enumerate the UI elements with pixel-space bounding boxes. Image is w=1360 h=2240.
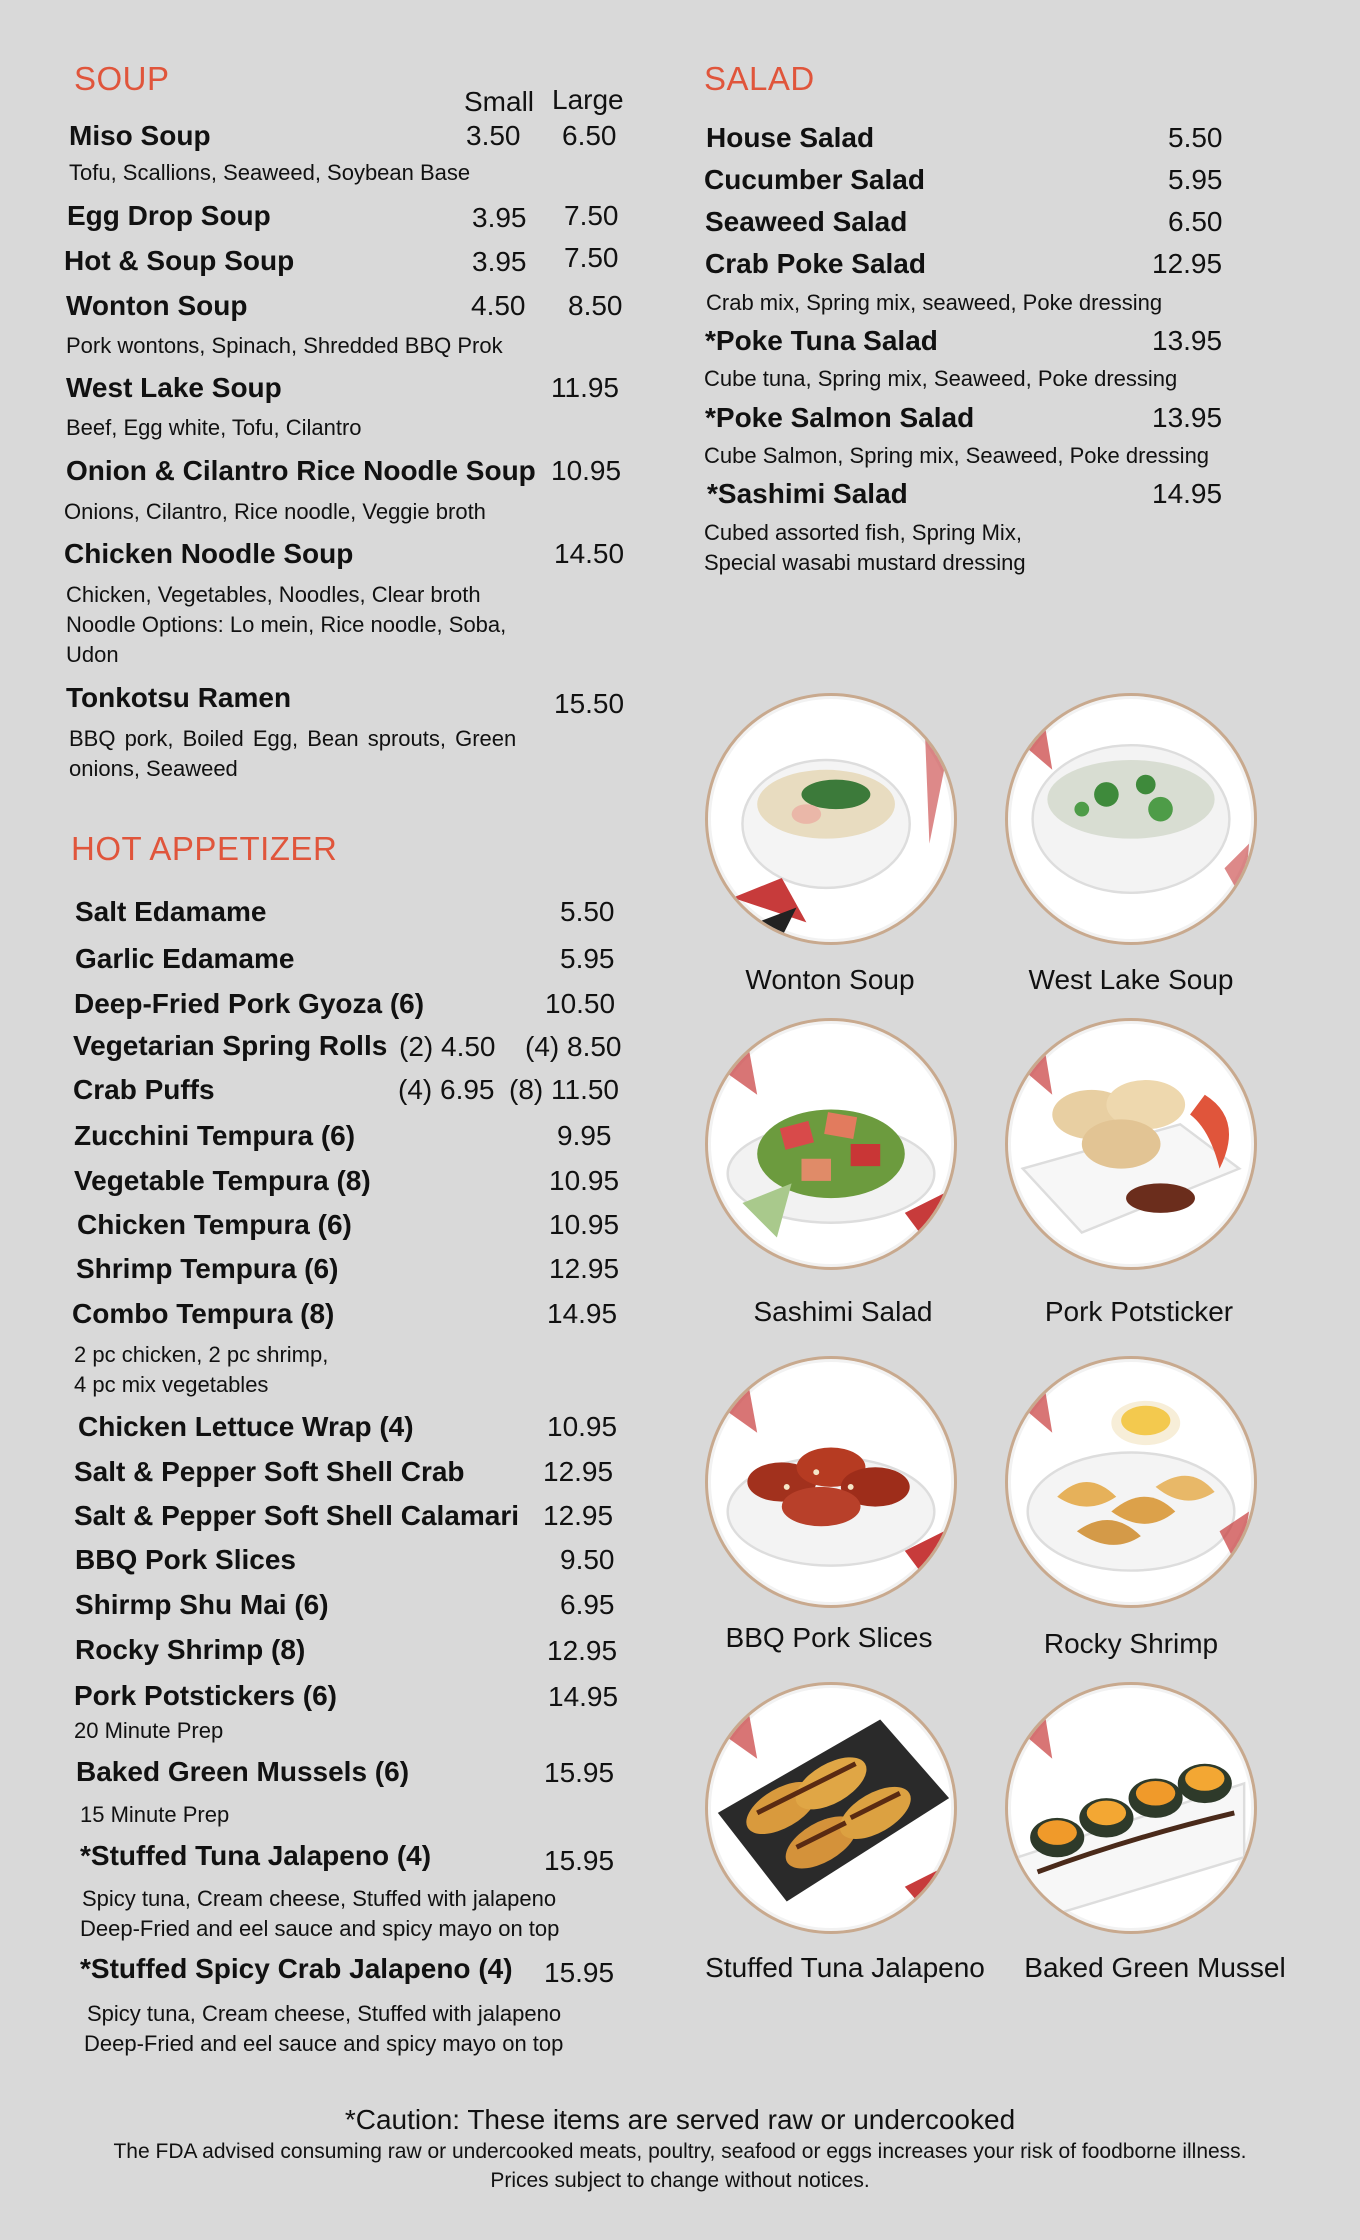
menu-item-name: Egg Drop Soup: [67, 200, 271, 231]
menu-item-price-small: 4.50: [471, 290, 526, 321]
menu-item-price: 12.95: [1152, 248, 1223, 279]
bbq-pork-slices-photo: [705, 1356, 957, 1608]
photo-caption: Sashimi Salad: [753, 1296, 933, 1327]
menu-item-name: Salt & Pepper Soft Shell Crab: [74, 1456, 465, 1487]
menu-item-price: 13.95: [1152, 325, 1223, 356]
menu-item-name: Shirmp Shu Mai (6): [75, 1589, 329, 1620]
menu-item-price: 15.95: [544, 1957, 615, 1988]
soup-section-title: SOUP: [74, 60, 170, 97]
menu-item-price: 5.50: [560, 896, 615, 927]
menu-item-price: 12.95: [549, 1253, 620, 1284]
rocky-shrimp-photo: [1005, 1356, 1257, 1608]
menu-item-price: 13.95: [1152, 402, 1223, 433]
menu-item-price: 15.95: [544, 1845, 615, 1876]
menu-item-description: Udon: [66, 642, 119, 667]
menu-item-description: Cubed assorted fish, Spring Mix,: [704, 520, 1022, 545]
menu-item-name: Chicken Tempura (6): [77, 1209, 352, 1240]
menu-item-description: Tofu, Scallions, Seaweed, Soybean Base: [69, 160, 471, 185]
menu-item-name: Chicken Noodle Soup: [64, 538, 354, 569]
menu-item-name: Deep-Fried Pork Gyoza (6): [74, 988, 425, 1019]
menu-item-price-large: 7.50: [564, 242, 619, 273]
menu-item-description: 4 pc mix vegetables: [74, 1372, 269, 1397]
menu-item-name: Baked Green Mussels (6): [76, 1756, 410, 1787]
photo-caption: Rocky Shrimp: [1043, 1628, 1219, 1659]
menu-item-name: Pork Potstickers (6): [74, 1680, 337, 1711]
pork-potsticker-photo: [1005, 1018, 1257, 1270]
menu-item-name: House Salad: [706, 122, 875, 153]
menu-item-name: Shrimp Tempura (6): [76, 1253, 339, 1284]
menu-item-price: 11.95: [551, 372, 619, 403]
menu-item-price: 5.95: [560, 943, 615, 974]
menu-item-name: *Poke Salmon Salad: [705, 402, 975, 433]
menu-item-price-option-2: (8) 11.50: [509, 1074, 619, 1105]
menu-item-description: Noodle Options: Lo mein, Rice noodle, Soba,: [66, 612, 507, 637]
menu-item-name: Vegetarian Spring Rolls: [73, 1030, 388, 1061]
menu-item-name: Crab Poke Salad: [705, 248, 926, 279]
menu-item-name: BBQ Pork Slices: [75, 1544, 296, 1575]
menu-item-name: *Stuffed Tuna Jalapeno (4): [80, 1840, 432, 1871]
menu-item-price: 10.50: [545, 988, 616, 1019]
hot-appetizer-section-title: HOT APPETIZER: [71, 830, 338, 867]
menu-item-name: Crab Puffs: [73, 1074, 215, 1105]
caution-notice: *Caution: These items are served raw or undercooked: [344, 2104, 1016, 2135]
menu-item-price: 14.50: [554, 538, 625, 569]
menu-item-price: 12.95: [547, 1635, 618, 1666]
menu-item-price: 10.95: [549, 1209, 620, 1240]
photo-caption: Pork Potsticker: [1044, 1296, 1234, 1327]
menu-item-name: *Sashimi Salad: [707, 478, 908, 509]
menu-item-description: Pork wontons, Spinach, Shredded BBQ Prok: [66, 333, 503, 358]
photo-caption: Wonton Soup: [745, 964, 915, 995]
menu-item-name: Combo Tempura (8): [72, 1298, 335, 1329]
menu-item-price: 6.95: [560, 1589, 615, 1620]
menu-item-price: 12.95: [543, 1456, 614, 1487]
photo-caption: Stuffed Tuna Jalapeno: [705, 1952, 985, 1983]
menu-item-name: Vegetable Tempura (8): [74, 1165, 371, 1196]
menu-item-description: Spicy tuna, Cream cheese, Stuffed with jalapeno: [87, 2001, 562, 2026]
menu-item-price: 10.95: [551, 455, 622, 486]
menu-item-name: *Stuffed Spicy Crab Jalapeno (4): [80, 1953, 513, 1984]
menu-item-name: Seaweed Salad: [705, 206, 908, 237]
menu-item-price: 9.50: [560, 1544, 615, 1575]
menu-item-description: 2 pc chicken, 2 pc shrimp,: [74, 1342, 329, 1367]
menu-item-price: 14.95: [1152, 478, 1223, 509]
menu-item-price: 12.95: [543, 1500, 614, 1531]
menu-item-price-small: 3.95: [472, 202, 527, 233]
menu-item-description: Deep-Fried and eel sauce and spicy mayo on top: [84, 2031, 564, 2056]
menu-item-price-option-2: (4) 8.50: [525, 1031, 622, 1062]
menu-item-description: Onions, Cilantro, Rice noodle, Veggie broth: [64, 499, 486, 524]
menu-item-price: 15.95: [544, 1757, 615, 1788]
menu-item-price-small: 3.50: [466, 120, 521, 151]
baked-green-mussel-photo: [1005, 1682, 1257, 1934]
west-lake-soup-photo: [1005, 693, 1257, 945]
price-notice: Prices subject to change without notices.: [490, 2169, 870, 2192]
menu-item-price-option-1: (2) 4.50: [399, 1031, 496, 1062]
menu-item-name: Salt Edamame: [75, 896, 267, 927]
menu-item-description: Special wasabi mustard dressing: [704, 550, 1026, 575]
menu-item-description: Cube tuna, Spring mix, Seaweed, Poke dressing: [704, 366, 1178, 391]
menu-item-price: 5.50: [1168, 122, 1223, 153]
menu-item-name: Hot & Soup Soup: [64, 245, 295, 276]
menu-item-name: Rocky Shrimp (8): [75, 1634, 306, 1665]
menu-item-description: onions, Seaweed: [69, 756, 238, 781]
sashimi-salad-photo: [705, 1018, 957, 1270]
menu-item-name: Onion & Cilantro Rice Noodle Soup: [66, 455, 536, 486]
menu-item-name: Miso Soup: [69, 120, 211, 151]
menu-item-name: West Lake Soup: [66, 372, 282, 403]
menu-item-description: Deep-Fried and eel sauce and spicy mayo on top: [80, 1916, 560, 1941]
menu-item-price-option-1: (4) 6.95: [398, 1074, 495, 1105]
menu-item-description: Spicy tuna, Cream cheese, Stuffed with jalapeno: [82, 1886, 557, 1911]
menu-item-name: *Poke Tuna Salad: [705, 325, 938, 356]
large-column-header: Large: [552, 84, 624, 115]
menu-item-price-large: 7.50: [564, 200, 619, 231]
menu-item-price: 14.95: [547, 1298, 618, 1329]
menu-item-name: Zucchini Tempura (6): [74, 1120, 356, 1151]
menu-item-name: Chicken Lettuce Wrap (4): [78, 1411, 414, 1442]
menu-item-description: Crab mix, Spring mix, seaweed, Poke dressing: [706, 290, 1163, 315]
small-column-header: Small: [464, 86, 535, 117]
menu-item-description: Beef, Egg white, Tofu, Cilantro: [66, 415, 362, 440]
photo-caption: West Lake Soup: [1028, 964, 1234, 995]
menu-item-description: Cube Salmon, Spring mix, Seaweed, Poke dressing: [704, 443, 1210, 468]
menu-item-name: Wonton Soup: [66, 290, 248, 321]
menu-item-name: Tonkotsu Ramen: [66, 682, 292, 713]
menu-item-description: Chicken, Vegetables, Noodles, Clear broth: [66, 582, 481, 607]
menu-item-price: 10.95: [547, 1411, 618, 1442]
menu-item-price: 9.95: [557, 1120, 612, 1151]
menu-item-price: 6.50: [1168, 206, 1223, 237]
fda-advisory: The FDA advised consuming raw or undercooked meats, poultry, seafood or eggs increases your risk of foodborne illness.: [113, 2140, 1247, 2163]
photo-caption: Baked Green Mussel: [1024, 1952, 1286, 1983]
menu-item-price-large: 8.50: [568, 290, 623, 321]
menu-item-description: 15 Minute Prep: [80, 1802, 230, 1827]
menu-item-description: BBQ pork, Boiled Egg, Bean sprouts, Green: [69, 726, 517, 751]
wonton-soup-photo: [705, 693, 957, 945]
menu-item-description: 20 Minute Prep: [74, 1718, 224, 1743]
salad-section-title: SALAD: [704, 60, 815, 97]
stuffed-tuna-jalapeno-photo: [705, 1682, 957, 1934]
menu-item-price: 15.50: [554, 688, 625, 719]
menu-item-price: 14.95: [548, 1681, 619, 1712]
menu-item-name: Salt & Pepper Soft Shell Calamari: [74, 1500, 520, 1531]
menu-item-price-large: 6.50: [562, 120, 617, 151]
menu-item-name: Cucumber Salad: [704, 164, 925, 195]
menu-item-price: 10.95: [549, 1165, 620, 1196]
menu-item-price: 5.95: [1168, 164, 1223, 195]
menu-item-price-small: 3.95: [472, 246, 527, 277]
photo-caption: BBQ Pork Slices: [725, 1622, 933, 1653]
menu-item-name: Garlic Edamame: [75, 943, 295, 974]
